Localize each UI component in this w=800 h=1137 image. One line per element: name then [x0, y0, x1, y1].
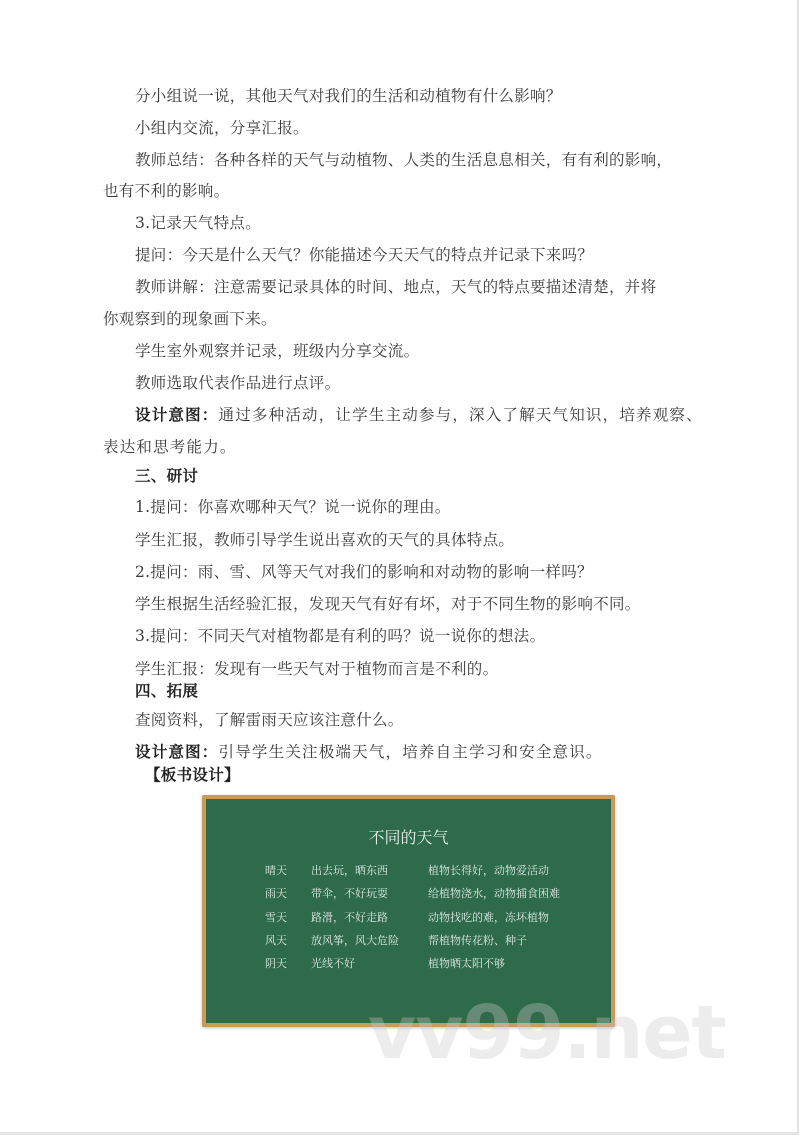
- watermark: vv99.net: [368, 990, 726, 1076]
- design-intent-label: 设计意图：: [135, 742, 219, 761]
- blackboard-row: [206, 932, 611, 952]
- life-effect: 放风筝，风大危险: [311, 934, 399, 947]
- nature-effect: 帮植物传花粉、种子: [428, 934, 527, 947]
- life-effect: 光线不好: [311, 957, 355, 970]
- design-intent-text: 引导学生关注极端天气，培养自主学习和安全意识。: [218, 743, 603, 761]
- blackboard-title: 不同的天气: [368, 828, 449, 847]
- nature-effect: 给植物浇水，动物捕食困难: [428, 887, 560, 900]
- weather-label: 雨天: [265, 887, 287, 900]
- life-effect: 带伞，不好玩耍: [311, 887, 388, 900]
- paragraph: 提问：今天是什么天气？你能描述今天天气的特点并记录下来吗？: [135, 246, 594, 264]
- weather-label: 阴天: [265, 957, 287, 970]
- paragraph: 学生汇报，教师引导学生说出喜欢的天气的具体特点。: [135, 531, 515, 549]
- paragraph: 学生根据生活经验汇报，发现天气有好有坏，对于不同生物的影响不同。: [135, 595, 641, 613]
- blackboard-row: [206, 862, 611, 882]
- design-intent-label: 设计意图：: [135, 405, 219, 424]
- nature-effect: 植物长得好，动物爱活动: [428, 864, 549, 877]
- paragraph: 3.提问：不同天气对植物都是有利的吗？说一说你的想法。: [135, 627, 546, 645]
- section-heading-discussion: 三、研讨: [135, 467, 199, 485]
- paragraph: 也有不利的影响。: [103, 182, 230, 200]
- blackboard-row: [206, 909, 611, 929]
- nature-effect: 植物晒太阳不够: [428, 957, 505, 970]
- paragraph: 教师讲解：注意需要记录具体的时间、地点，天气的特点要描述清楚，并将: [135, 278, 657, 296]
- paragraph: 2.提问：雨、雪、风等天气对我们的影响和对动物的影响一样吗？: [135, 563, 593, 581]
- paragraph: 学生室外观察并记录，班级内分享交流。: [135, 342, 420, 360]
- section-heading-extension: 四、拓展: [135, 682, 199, 700]
- blackboard: [202, 795, 615, 1027]
- weather-label: 雪天: [265, 911, 287, 924]
- paragraph: 教师选取代表作品进行点评。: [135, 374, 341, 392]
- paragraph: 小组内交流，分享汇报。: [135, 119, 309, 137]
- life-effect: 路滑，不好走路: [311, 911, 388, 924]
- paragraph: 教师总结：各种各样的天气与动植物、人类的生活息息相关，有有利的影响，: [135, 151, 673, 169]
- paragraph: 查阅资料，了解雷雨天应该注意什么。: [135, 711, 404, 729]
- paragraph: 分小组说一说，其他天气对我们的生活和动植物有什么影响？: [135, 87, 562, 105]
- design-intent-paragraph: [135, 742, 603, 762]
- weather-label: 风天: [265, 934, 287, 947]
- paragraph: 3.记录天气特点。: [135, 214, 261, 232]
- board-design-heading: 【板书设计】: [145, 766, 240, 784]
- blackboard-row: [206, 885, 611, 905]
- design-intent-paragraph: [135, 405, 703, 425]
- life-effect: 出去玩，晒东西: [311, 864, 388, 877]
- weather-label: 晴天: [265, 864, 287, 877]
- design-intent-text: 通过多种活动，让学生主动参与，深入了解天气知识，培养观察、: [218, 406, 703, 424]
- paragraph: 1.提问：你喜欢哪种天气？说一说你的理由。: [135, 498, 451, 516]
- paragraph: 你观察到的现象画下来。: [103, 310, 277, 328]
- paragraph: 表达和思考能力。: [103, 438, 237, 456]
- blackboard-row: [206, 955, 611, 975]
- paragraph: 学生汇报：发现有一些天气对于植物而言是不利的。: [135, 660, 499, 678]
- nature-effect: 动物找吃的难，冻坏植物: [428, 911, 549, 924]
